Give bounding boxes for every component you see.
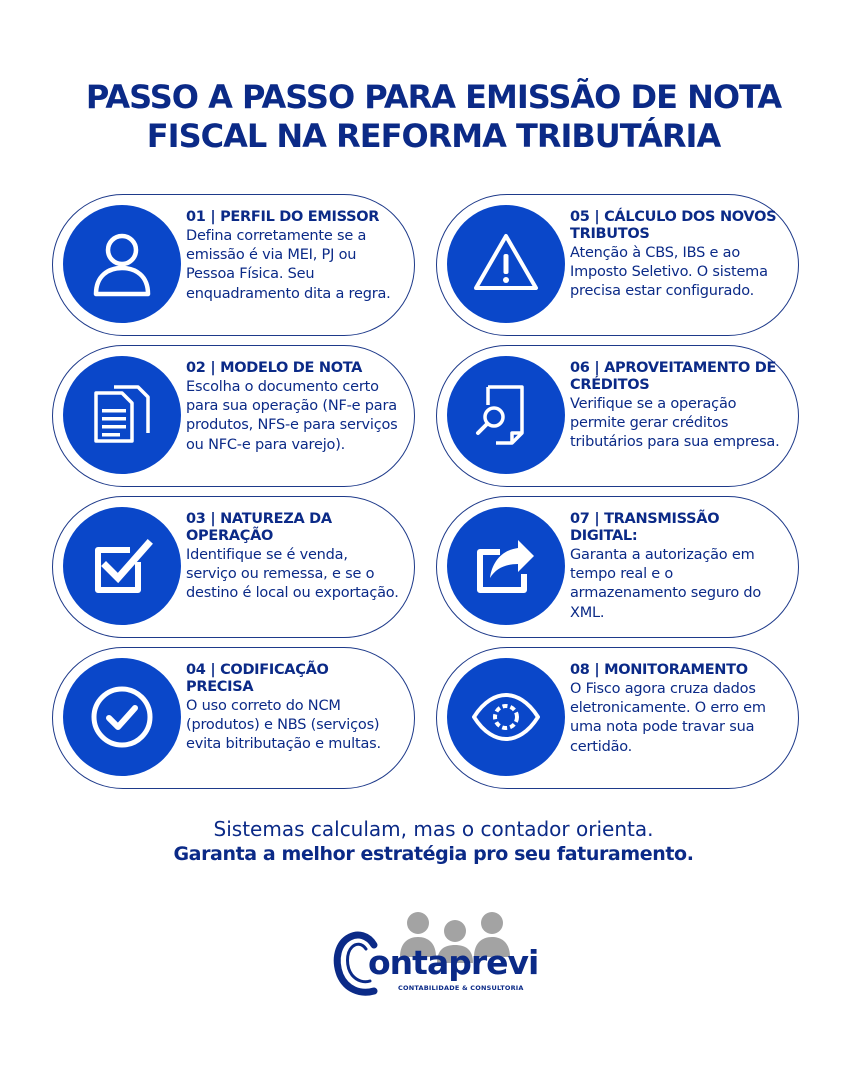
page-title-line-1: PASSO A PASSO PARA EMISSÃO DE NOTA [85, 78, 782, 116]
documents-icon [82, 375, 162, 455]
step-card-01 [52, 194, 415, 336]
page-title [0, 78, 867, 156]
document-search-icon [466, 375, 546, 455]
logo-tagline: CONTABILIDADE & CONSULTORIA [398, 984, 524, 992]
step-description: Identifique se é venda, serviço ou remessa, e se o destino é local ou exportação. [186, 547, 399, 602]
step-title: 06 | APROVEITAMENTO DE CRÉDITOS [570, 360, 777, 393]
step-title: 03 | NATUREZA DA OPERAÇÃO [186, 511, 332, 544]
step-description: Atenção à CBS, IBS e ao Imposto Seletivo. O sistema precisa estar configurado. [570, 245, 768, 300]
person-icon [82, 224, 162, 304]
step-title: 08 | MONITORAMENTO [570, 662, 748, 678]
step-icon-circle [63, 205, 181, 323]
step-title: 01 | PERFIL DO EMISSOR [186, 209, 380, 225]
step-card-02 [52, 345, 415, 487]
step-title: 07 | TRANSMISSÃO DIGITAL: [570, 511, 720, 544]
check-circle-icon [82, 677, 162, 757]
step-title: 02 | MODELO DE NOTA [186, 360, 363, 376]
company-logo [330, 905, 540, 1005]
footer-tagline: Sistemas calculam, mas o contador orienta. [213, 817, 654, 841]
step-card-05 [436, 194, 799, 336]
step-card-03 [52, 496, 415, 638]
step-icon-circle [447, 356, 565, 474]
step-icon-circle [447, 205, 565, 323]
step-card-06 [436, 345, 799, 487]
logo-wordmark: ontaprevi [368, 943, 539, 982]
share-icon [466, 526, 546, 606]
step-card-08 [436, 647, 799, 789]
eye-icon [466, 677, 546, 757]
step-icon-circle [447, 658, 565, 776]
step-icon-circle [63, 356, 181, 474]
footer-call-to-action: Garanta a melhor estratégia pro seu faturamento. [173, 843, 694, 865]
step-title: 05 | CÁLCULO DOS NOVOS TRIBUTOS [570, 209, 777, 242]
warning-icon [466, 224, 546, 304]
page-title-line-2: FISCAL NA REFORMA TRIBUTÁRIA [146, 117, 721, 155]
step-card-07 [436, 496, 799, 638]
step-description: O uso correto do NCM (produtos) e NBS (serviços) evita bitributação e multas. [186, 698, 381, 753]
step-card-04 [52, 647, 415, 789]
step-description: Defina corretamente se a emissão é via MEI, PJ ou Pessoa Física. Seu enquadramento dita a regra. [186, 228, 391, 302]
checkbox-icon [82, 526, 162, 606]
step-description: Verifique se a operação permite gerar créditos tributários para sua empresa. [570, 396, 780, 451]
step-description: Garanta a autorização em tempo real e o armazenamento seguro do XML. [570, 547, 762, 621]
step-description: Escolha o documento certo para sua operação (NF-e para produtos, NFS-e para serviços ou NFC-e para varejo). [186, 379, 398, 453]
step-icon-circle [63, 658, 181, 776]
step-icon-circle [63, 507, 181, 625]
step-title: 04 | CODIFICAÇÃO PRECISA [186, 662, 329, 695]
step-icon-circle [447, 507, 565, 625]
step-description: O Fisco agora cruza dados eletronicamente. O erro em uma nota pode travar sua certidão. [570, 681, 766, 755]
